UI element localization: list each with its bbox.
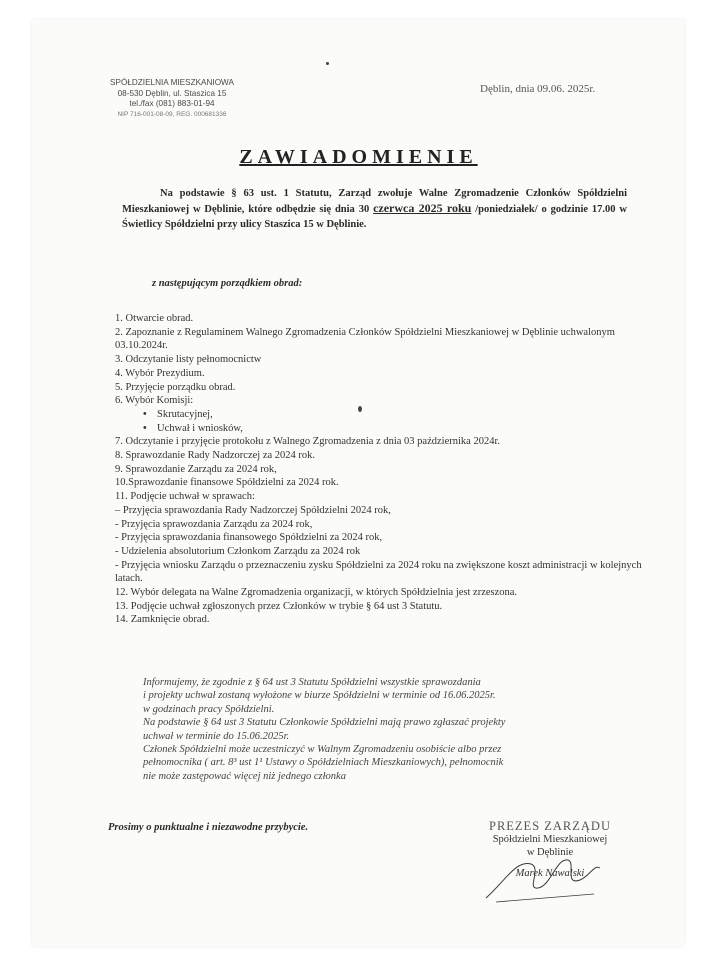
agenda-item: 9. Sprawozdanie Zarządu za 2024 rok, xyxy=(115,463,277,475)
info-line: pełnomocnika ( art. 8³ ust 1¹ Ustawy o Spółdzielniach Mieszkaniowych), pełnomocnik xyxy=(143,757,504,769)
agenda-item: 2. Zapoznanie z Regulaminem Walnego Zgromadzenia Członków Spółdzielni Mieszkaniowej w Dęblinie uchwalonym 03.10.2024r. xyxy=(115,326,615,352)
stamp-line-name: SPÓŁDZIELNIA MIESZKANIOWA xyxy=(110,78,234,87)
agenda-subitem: - Przyjęcia wniosku Zarządu o przeznaczeniu zysku Spółdzielni za 2024 roku na zwiększone koszt administracji w kolejnych latach. xyxy=(115,559,642,585)
agenda-item: 13. Podjęcie uchwał zgłoszonych przez Członków w trybie § 64 ust 3 Statutu. xyxy=(115,600,443,612)
agenda-subitem: - Przyjęcia sprawozdania Zarządu za 2024 rok, xyxy=(115,518,313,530)
agenda-item: 12. Wybór delegata na Walne Zgromadzenia organizacji, w których Spółdzielnia jest zrzeszona. xyxy=(115,587,518,599)
signature-org-line: w Dęblinie xyxy=(526,847,574,858)
speck-mark xyxy=(326,62,329,65)
closing-line: Prosimy o punktualne i niezawodne przybycie. xyxy=(108,822,309,833)
signature-org-line: Spółdzielni Mieszkaniowej xyxy=(492,834,608,845)
intro-text-end: /poniedziałek/ o godzinie 17.00 w Świetlicy Spółdzielni przy ulicy Staszica 15 w Dęblinie. xyxy=(122,204,627,230)
info-line: w godzinach pracy Spółdzielni. xyxy=(143,703,275,715)
info-line: nie może zastępować więcej niż jednego członka xyxy=(143,770,346,782)
document-date: Dęblin, dnia 09.06. 2025r. xyxy=(480,83,596,95)
info-line: Informujemy, że zgodnie z § 64 ust 3 Statutu Spółdzielni wszystkie sprawozdania xyxy=(143,677,481,688)
intro-text-start: Na podstawie § 63 ust. 1 Statutu, Zarząd zwołuje Walne Zgromadzenie Członków Spółdzielni Mieszkaniowej w Dęblinie, które odbędzie się dnia 30 xyxy=(122,188,627,215)
info-line: uchwał w terminie do 15.06.2025r. xyxy=(143,730,290,742)
signature-name: Marek Nawalski xyxy=(515,868,585,879)
agenda-subitem: – Przyjęcia sprawozdania Rady Nadzorczej Spółdzielni 2024 rok, xyxy=(115,504,391,516)
agenda-item: 4. Wybór Prezydium. xyxy=(115,367,205,379)
agenda-item: 7. Odczytanie i przyjęcie protokołu z Walnego Zgromadzenia z dnia 03 października 2024r. xyxy=(115,436,500,448)
agenda-header: z następującym porządkiem obrad: xyxy=(152,278,303,289)
stamp-line-phone: tel./fax (081) 883-01-94 xyxy=(129,99,215,108)
agenda-subitem: - Przyjęcia sprawozdania finansowego Spółdzielni za 2024 rok, xyxy=(115,532,383,544)
agenda-item: 5. Przyjęcie porządku obrad. xyxy=(115,381,236,393)
agenda-subitem: • Uchwał i wniosków, xyxy=(115,422,645,436)
agenda-subitem: • Skrutacyjnej, xyxy=(115,408,645,422)
handwritten-signature-icon xyxy=(476,850,616,910)
info-notice xyxy=(143,676,623,783)
info-line: i projekty uchwał zostaną wyłożone w biurze Spółdzielni w terminie od 16.06.2025r. xyxy=(143,690,496,702)
agenda-item: 11. Podjęcie uchwał w sprawach: xyxy=(115,491,255,503)
speck-mark xyxy=(358,406,362,412)
agenda-item: 3. Odczytanie listy pełnomocnictw xyxy=(115,354,262,366)
agenda-list xyxy=(115,312,645,627)
agenda-item: 8. Sprawozdanie Rady Nadzorczej za 2024 rok. xyxy=(115,450,316,462)
intro-paragraph xyxy=(122,186,627,232)
agenda-subitem: - Udzielenia absolutorium Członkom Zarządu za 2024 rok xyxy=(115,545,361,557)
cooperative-stamp xyxy=(92,78,252,120)
info-line: Członek Spółdzielni może uczestniczyć w Walnym Zgromadzeniu osobiście albo przez xyxy=(143,744,502,756)
intro-meeting-date: czerwca 2025 roku xyxy=(373,201,472,215)
agenda-item: 6. Wybór Komisji: xyxy=(115,395,194,407)
agenda-item: 10.Sprawozdanie finansowe Spółdzielni za 2024 rok. xyxy=(115,477,339,489)
agenda-item: 1. Otwarcie obrad. xyxy=(115,313,194,324)
document-title: ZAWIADOMIENIE xyxy=(239,146,478,168)
stamp-line-address: 08-530 Dęblin, ul. Staszica 15 xyxy=(117,88,227,98)
agenda-item: 14. Zamknięcie obrad. xyxy=(115,614,210,626)
stamp-line-nip: NIP 716-001-08-09, REG. 000681336 xyxy=(117,110,227,118)
info-line: Na podstawie § 64 ust 3 Statutu Członkowie Spółdzielni mają prawo zgłaszać projekty xyxy=(143,717,506,729)
signature-role: PREZES ZARZĄDU xyxy=(489,819,611,833)
